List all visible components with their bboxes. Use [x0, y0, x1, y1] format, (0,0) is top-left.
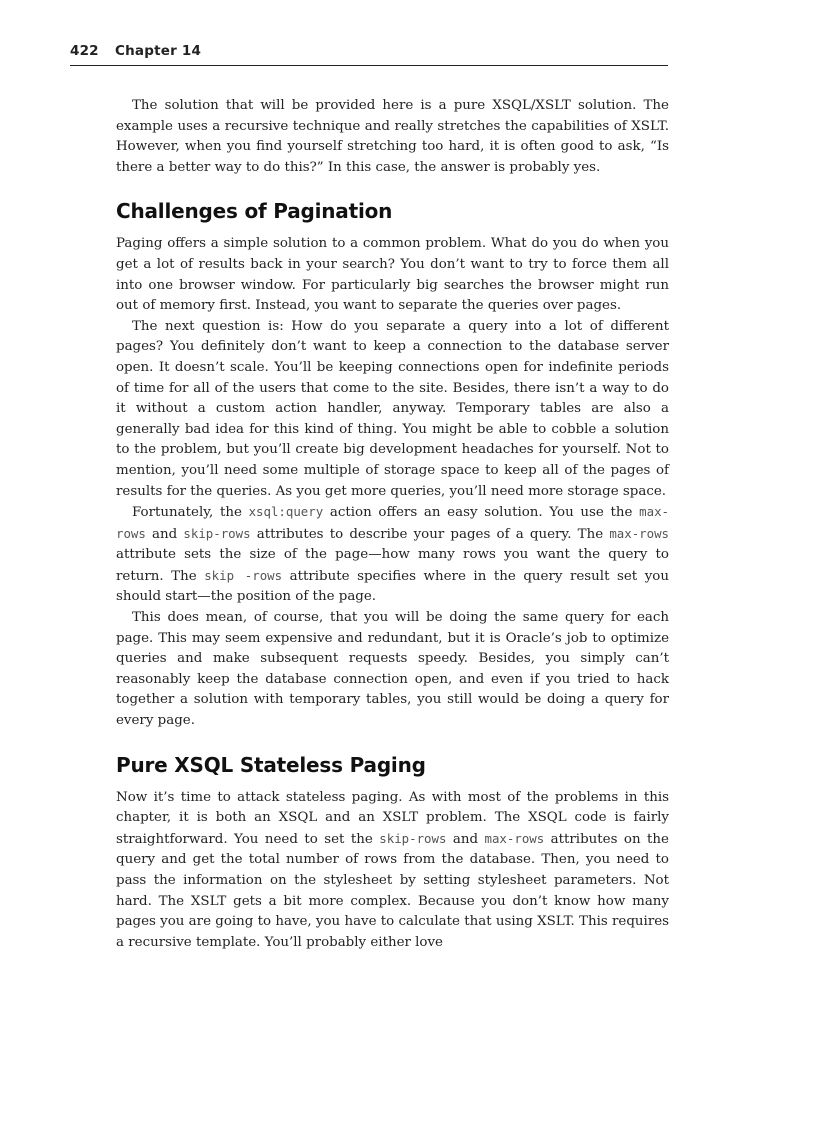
heading-pure-xsql-stateless-paging: Pure XSQL Stateless Paging — [116, 752, 426, 777]
paragraph-fortunately: Fortunately, the xsql:query action offers an easy solution. You use the max-rows and skip-rows attributes to describe your pages of a query. The max-rows attribute sets the size of the page—how many rows you want the query to return. The skip -rows attribute specifies where in the query result set you should start—the position of the page. — [116, 504, 669, 605]
code-max-rows: max-rows — [116, 504, 669, 541]
paragraph-paging-problem: Paging offers a simple solution to a common problem. What do you do when you get a lot of results back in your search? You don’t want to try to force them all into one browser window. For particularly big searches the browser might run out of memory first. Instead, you want to separate the queries over pages. — [116, 236, 669, 314]
paragraph-same-query: This does mean, of course, that you will be doing the same query for each page. This may seem expensive and redundant, but it is Oracle’s job to optimize queries and make subsequent requests speedy. Besides, you simply can’t reasonably keep the database connection open, and even if you tried to hack together a solution with temporary tables, you still would be doing a query for every page. — [116, 610, 669, 729]
code-skip-rows: skip-rows — [183, 525, 251, 541]
paragraph-intro: The solution that will be provided here is a pure XSQL/XSLT solution. The example uses a recursive technique and really stretches the capabilities of XSLT. However, when you find yourself stretching too hard, it is often good to ask, “Is there a better way to do this?” In this case, the answer is probably yes. — [116, 98, 669, 175]
code-max-rows: max-rows — [609, 525, 669, 541]
code-xsql-query: xsql:query — [248, 504, 324, 520]
heading-challenges-of-pagination: Challenges of Pagination — [116, 199, 393, 224]
running-header — [70, 43, 668, 66]
page-number: 422 — [70, 43, 99, 59]
code-skip-rows: skip -rows — [204, 567, 283, 583]
code-max-rows: max-rows — [484, 830, 545, 846]
paragraph-next-question: The next question is: How do you separate a query into a lot of different pages? You definitely don’t want to keep a connection to the database server open. It doesn’t scale. You’ll be keeping connections open for indefinite periods of time for all of the users that come to the site. Besides, there isn’t a way to do it without a custom action handler, anyway. Temporary tables are also a generally bad idea for this kind of thing. You might be able to cobble a solution to the problem, but you’ll create big development headaches for yourself. Not to mention, you’ll need some multiple of storage space to keep all of the pages of results for the queries. As you get more queries, you’ll need more storage space. — [116, 318, 669, 499]
paragraph-stateless-paging: Now it’s time to attack stateless paging. As with most of the problems in this chapter, it is both an XSQL and an XSLT problem. The XSQL code is fairly straightforward. You need to set the skip-rows and max-rows attributes on the query and get the total number of rows from the database. Then, you need to pass the information on the stylesheet by setting stylesheet parameters. Not hard. The XSLT gets a bit more complex. Because you don’t know how many pages you are going to have, you have to calculate that using XSLT. This requires a recursive template. You’ll probably either love — [116, 789, 670, 950]
code-skip-rows: skip-rows — [379, 830, 447, 846]
body-text — [116, 96, 669, 953]
chapter-title: Chapter 14 — [115, 43, 202, 59]
